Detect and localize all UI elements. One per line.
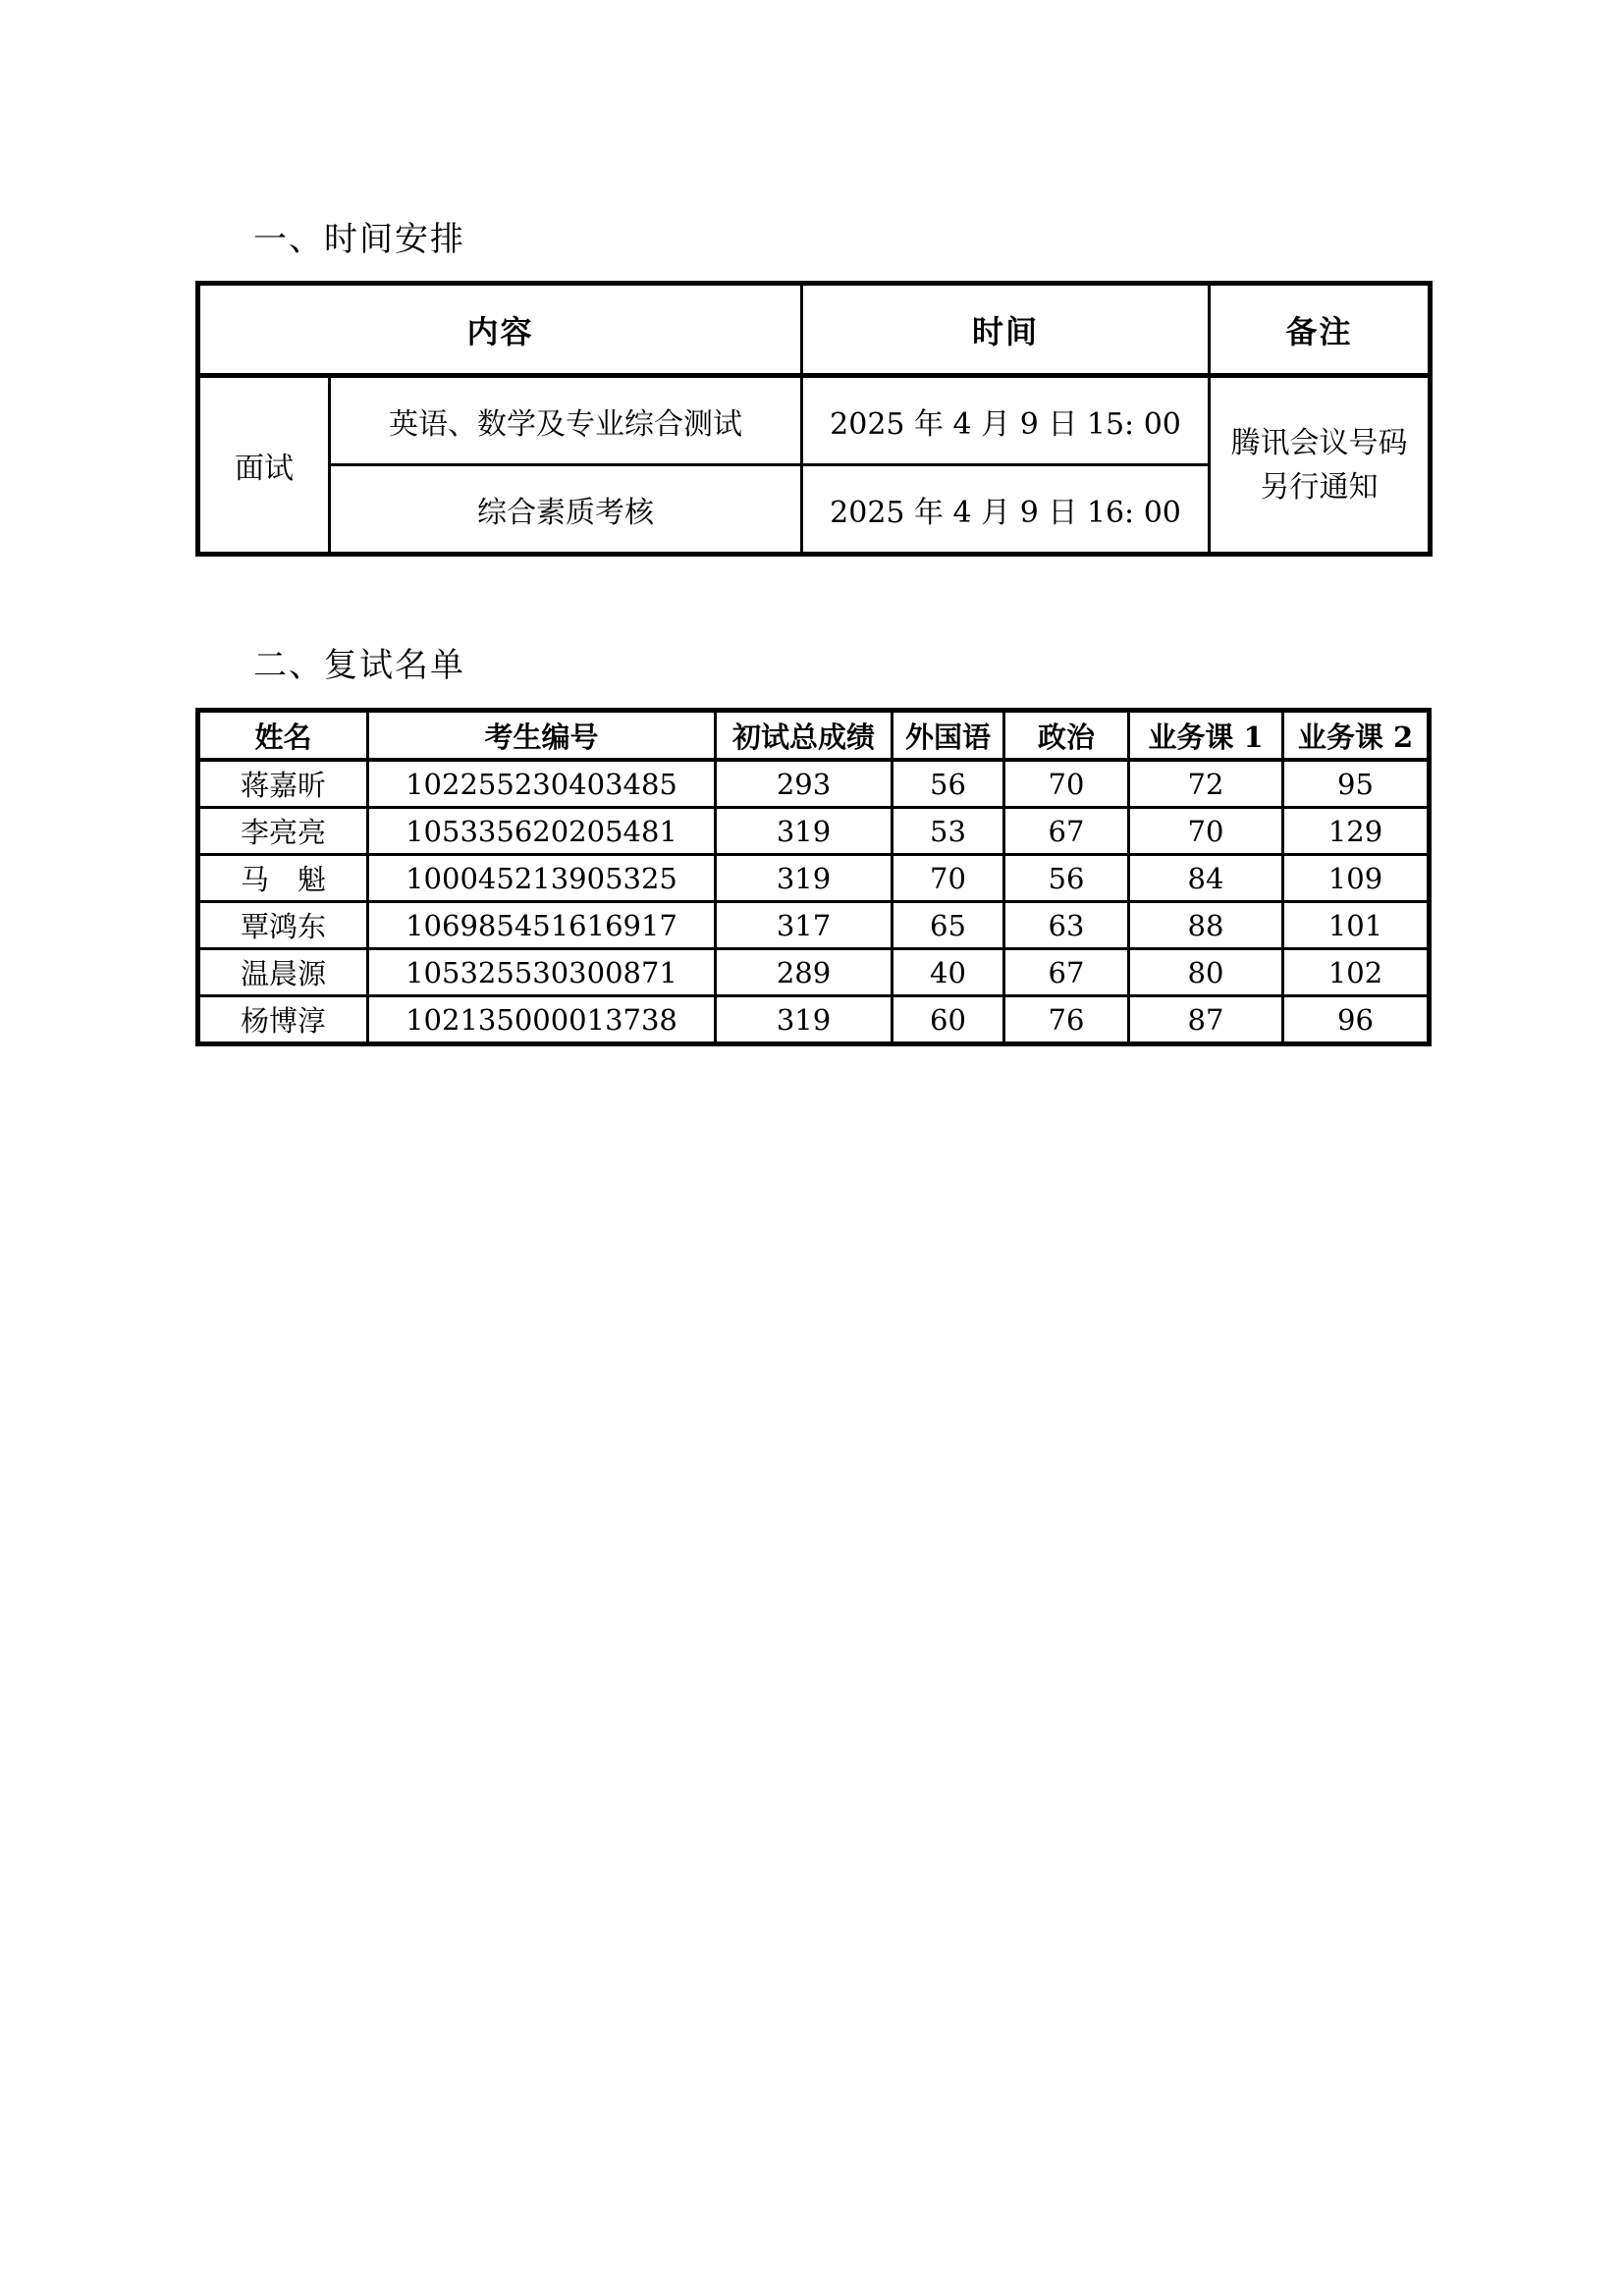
cell-foreign-language: 70: [893, 855, 1004, 902]
cell-name: 马 魁: [198, 855, 368, 902]
header-course1: 业务课 1: [1129, 711, 1283, 761]
cell-candidate-id: 105335620205481: [368, 808, 716, 855]
cell-course2: 95: [1283, 760, 1430, 808]
cell-candidate-id: 100045213905325: [368, 855, 716, 902]
cell-course1: 88: [1129, 902, 1283, 949]
cell-politics: 76: [1004, 996, 1129, 1044]
table-row: [198, 902, 1430, 949]
cell-candidate-id: 106985451616917: [368, 902, 716, 949]
header-total-score: 初试总成绩: [716, 711, 893, 761]
cell-candidate-id: 102135000013738: [368, 996, 716, 1044]
cell-foreign-language: 40: [893, 949, 1004, 996]
cell-candidate-id: 102255230403485: [368, 760, 716, 808]
cell-foreign-language: 65: [893, 902, 1004, 949]
header-foreign-language: 外国语: [893, 711, 1004, 761]
cell-total-score: 319: [716, 855, 893, 902]
cell-course1: 70: [1129, 808, 1283, 855]
table-row: [198, 996, 1430, 1044]
cell-name: 杨博淳: [198, 996, 368, 1044]
schedule-header-row: [198, 284, 1431, 376]
header-politics: 政治: [1004, 711, 1129, 761]
cell-politics: 63: [1004, 902, 1129, 949]
cell-total-score: 293: [716, 760, 893, 808]
cell-candidate-id: 105325530300871: [368, 949, 716, 996]
schedule-note-cell: 腾讯会议号码另行通知: [1210, 376, 1431, 555]
cell-course2: 101: [1283, 902, 1430, 949]
cell-foreign-language: 56: [893, 760, 1004, 808]
schedule-content-cell: 综合素质考核: [330, 465, 802, 555]
cell-total-score: 317: [716, 902, 893, 949]
cell-course2: 109: [1283, 855, 1430, 902]
cell-course1: 87: [1129, 996, 1283, 1044]
cell-course1: 80: [1129, 949, 1283, 996]
candidates-table: [195, 708, 1432, 1046]
schedule-header-time: 时间: [802, 284, 1210, 376]
cell-politics: 70: [1004, 760, 1129, 808]
cell-name: 覃鸿东: [198, 902, 368, 949]
table-row: [198, 808, 1430, 855]
candidates-header-row: [198, 711, 1430, 761]
schedule-content-cell: 英语、数学及专业综合测试: [330, 376, 802, 465]
cell-foreign-language: 53: [893, 808, 1004, 855]
schedule-header-content: 内容: [198, 284, 802, 376]
cell-course1: 72: [1129, 760, 1283, 808]
schedule-row-1: [198, 376, 1431, 465]
schedule-header-note: 备注: [1210, 284, 1431, 376]
header-candidate-id: 考生编号: [368, 711, 716, 761]
cell-name: 蒋嘉昕: [198, 760, 368, 808]
section1-title: 一、时间安排: [253, 220, 465, 259]
schedule-time-cell: 2025 年 4 月 9 日 16: 00: [802, 465, 1210, 555]
schedule-table: [195, 281, 1433, 557]
header-course2: 业务课 2: [1283, 711, 1430, 761]
cell-name: 李亮亮: [198, 808, 368, 855]
table-row: [198, 760, 1430, 808]
cell-name: 温晨源: [198, 949, 368, 996]
cell-total-score: 289: [716, 949, 893, 996]
cell-politics: 67: [1004, 949, 1129, 996]
section2-title: 二、复试名单: [253, 646, 465, 685]
schedule-time-cell: 2025 年 4 月 9 日 15: 00: [802, 376, 1210, 465]
cell-total-score: 319: [716, 808, 893, 855]
cell-course2: 102: [1283, 949, 1430, 996]
cell-total-score: 319: [716, 996, 893, 1044]
cell-politics: 56: [1004, 855, 1129, 902]
table-row: [198, 855, 1430, 902]
cell-course2: 96: [1283, 996, 1430, 1044]
header-name: 姓名: [198, 711, 368, 761]
schedule-group-label: 面试: [198, 376, 330, 555]
table-row: [198, 949, 1430, 996]
cell-foreign-language: 60: [893, 996, 1004, 1044]
cell-course2: 129: [1283, 808, 1430, 855]
cell-course1: 84: [1129, 855, 1283, 902]
cell-politics: 67: [1004, 808, 1129, 855]
